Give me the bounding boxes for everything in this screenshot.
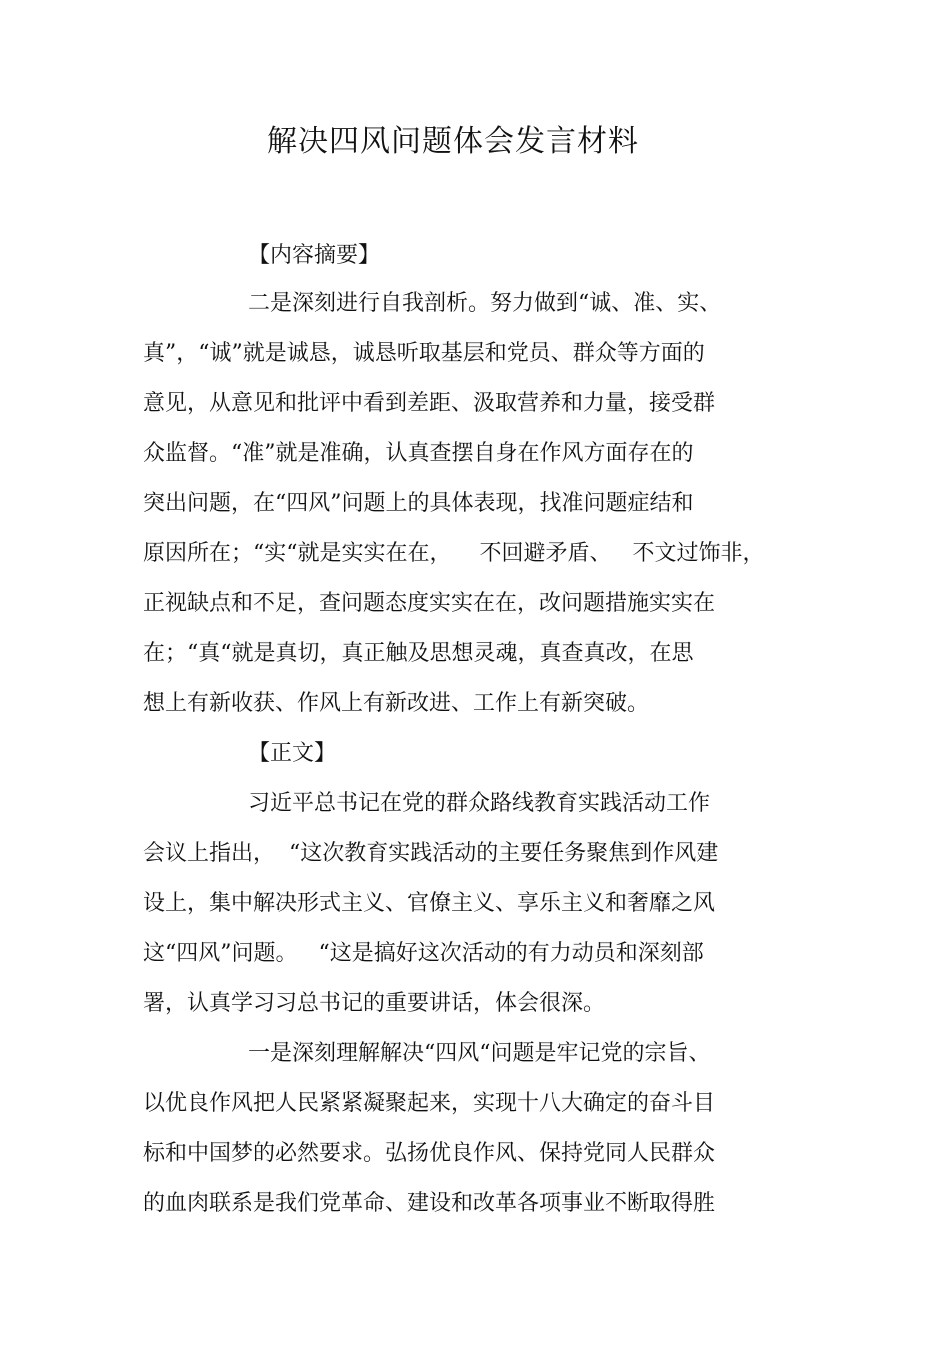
paragraph-line: 二是深刻进行自我剖析。努力做到“诚、准、实、 (248, 291, 722, 316)
paragraph-line: 突出问题，在“四风”问题上的具体表现，找准问题症结和 (143, 491, 694, 516)
paragraph-line: 的血肉联系是我们党革命、建设和改革各项事业不断取得胜 (143, 1191, 716, 1216)
paragraph-line: 以优良作风把人民紧紧凝聚起来，实现十八大确定的奋斗目 (143, 1091, 716, 1116)
paragraph-line: 原因所在；“实“就是实实在在， 不回避矛盾、 不文过饰非， (143, 541, 765, 566)
paragraph-line: 会议上指出， “这次教育实践活动的主要任务聚焦到作风建 (143, 841, 719, 866)
paragraph-line: 在；“真“就是真切，真正触及思想灵魂，真查真改，在思 (143, 641, 694, 666)
paragraph-line: 正视缺点和不足，查问题态度实实在在，改问题措施实实在 (143, 591, 716, 616)
paragraph-line: 众监督。“准”就是准确，认真查摆自身在作风方面存在的 (143, 441, 694, 466)
paragraph-line: 意见，从意见和批评中看到差距、汲取营养和力量，接受群 (143, 391, 716, 416)
paragraph-line: 设上，集中解决形式主义、官僚主义、享乐主义和奢靡之风 (143, 891, 716, 916)
paragraph-line: 标和中国梦的必然要求。弘扬优良作风、保持党同人民群众 (143, 1141, 716, 1166)
paragraph-line: 想上有新收获、作风上有新改进、工作上有新突破。 (143, 691, 650, 716)
paragraph-line: 一是深刻理解解决“四风“问题是牢记党的宗旨、 (248, 1041, 711, 1066)
paragraph-line: 习近平总书记在党的群众路线教育实践活动工作 (248, 791, 711, 816)
paragraph-line: 真”，“诚”就是诚恳，诚恳听取基层和党员、群众等方面的 (143, 341, 705, 366)
paragraph-line: 这“四风”问题。 “这是搞好这次活动的有力动员和深刻部 (143, 941, 704, 966)
section-heading-body: 【正文】 (248, 741, 337, 766)
paragraph-line: 署，认真学习习总书记的重要讲话，体会很深。 (143, 991, 606, 1016)
document-title: 解决四风问题体会发言材料 (267, 124, 639, 159)
section-heading-abstract: 【内容摘要】 (248, 243, 381, 268)
